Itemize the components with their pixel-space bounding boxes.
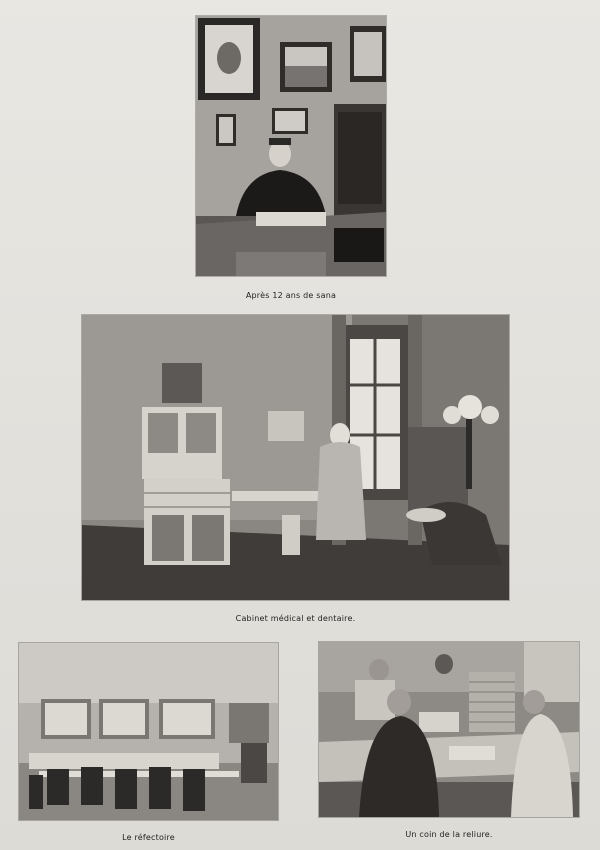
caption-medical: Cabinet médical et dentaire. xyxy=(235,614,356,623)
photo-bindery xyxy=(319,642,579,817)
photo-medical-dental-room xyxy=(82,315,509,600)
caption-bindery: Un coin de la reliure. xyxy=(405,830,493,839)
photo-office-priest xyxy=(196,16,386,276)
caption-office: Après 12 ans de sana xyxy=(245,291,337,300)
photo-refectory xyxy=(19,643,278,820)
caption-refectory: Le réfectoire xyxy=(122,833,175,842)
